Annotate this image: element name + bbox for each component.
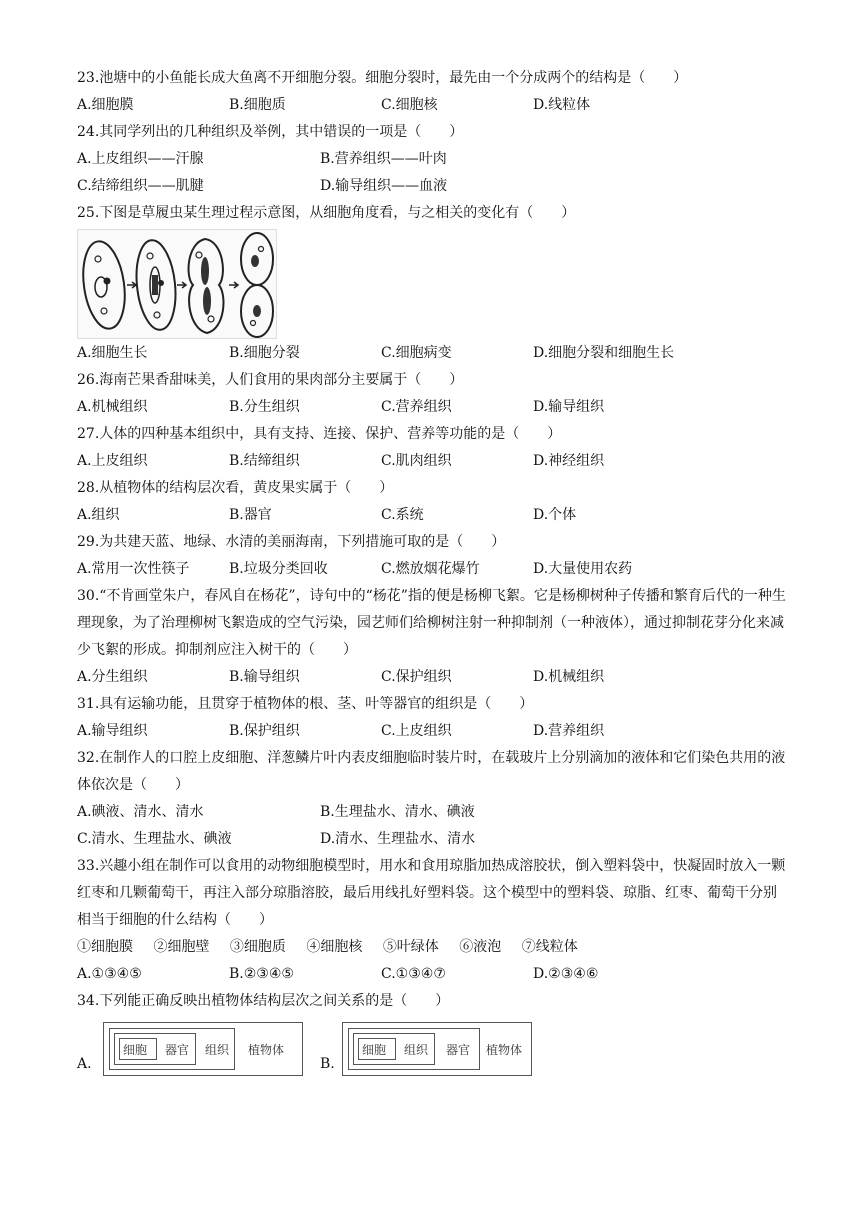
option-c[interactable]: C.燃放烟花爆竹	[381, 561, 480, 577]
option-a[interactable]: A.机械组织	[77, 399, 148, 415]
option-b[interactable]: B.②③④⑤	[229, 966, 294, 982]
option-b[interactable]: B.生理盐水、清水、碘液	[320, 804, 475, 820]
option-a[interactable]: A.碘液、清水、清水	[77, 804, 204, 820]
question-34-option-a[interactable]	[77, 1018, 317, 1080]
cell-text: 细胞	[362, 1043, 387, 1057]
option-a[interactable]: A.细胞膜	[77, 97, 134, 113]
option-b[interactable]: B.器官	[229, 507, 272, 523]
option-d[interactable]: D.大量使用农药	[533, 561, 633, 577]
option-d[interactable]: D.清水、生理盐水、清水	[320, 831, 476, 847]
option-a[interactable]: A.上皮组织	[77, 453, 148, 469]
option-d[interactable]: D.营养组织	[533, 723, 605, 739]
cell-text: 细胞	[123, 1043, 148, 1057]
question-34: 34.下列能正确反映出植物体结构层次之间关系的是（ ）	[77, 993, 450, 1009]
item-5: ⑤叶绿体	[382, 939, 439, 955]
option-d[interactable]: D.输导组织	[533, 399, 605, 415]
question-32-options-row1	[77, 799, 797, 825]
plant-body-text: 植物体	[486, 1043, 523, 1057]
option-b[interactable]: B.保护组织	[229, 723, 300, 739]
question-30: 30.“不肯画堂朱户，春风自在杨花”，诗句中的“杨花”指的便是杨柳飞絮。它是杨柳树种子传播和繁育后代的一种生理现象，为了治理柳树飞絮造成的空气污染，园艺师们给柳树注射一种抑制剂（一种液体），通过抑制花芽分化来减少飞絮的形成。抑制剂应注入树干的（ ）	[77, 588, 786, 658]
question-23: 23.池塘中的小鱼能长成大鱼离不开细胞分裂。细胞分裂时，最先由一个分成两个的结构是（ ）	[77, 70, 688, 86]
question-31: 31.具有运输功能，且贯穿于植物体的根、茎、叶等器官的组织是（ ）	[77, 696, 534, 712]
option-d[interactable]: D.机械组织	[533, 669, 605, 685]
question-25: 25.下图是草履虫某生理过程示意图，从细胞角度看，与之相关的变化有（ ）	[77, 205, 576, 221]
question-34-option-b[interactable]	[320, 1018, 560, 1080]
question-24: 24.其同学列出的几种组织及举例，其中错误的一项是（ ）	[77, 124, 464, 140]
option-a-label: A.	[77, 1056, 92, 1072]
option-b[interactable]: B.分生组织	[229, 399, 300, 415]
option-d[interactable]: D.个体	[533, 507, 577, 523]
option-b-label: B.	[320, 1056, 335, 1072]
question-24-options-row1	[77, 146, 797, 172]
option-d[interactable]: D.细胞分裂和细胞生长	[533, 345, 675, 361]
question-27: 27.人体的四种基本组织中，具有支持、连接、保护、营养等功能的是（ ）	[77, 426, 562, 442]
option-a[interactable]: A.组织	[77, 507, 120, 523]
question-31-options	[77, 718, 797, 744]
tissue-text: 组织	[205, 1043, 230, 1057]
option-a[interactable]: A.常用一次性筷子	[77, 561, 190, 577]
item-3: ③细胞质	[229, 939, 286, 955]
option-b[interactable]: B.结缔组织	[229, 453, 300, 469]
question-33-items	[77, 934, 594, 960]
item-2: ②细胞壁	[153, 939, 210, 955]
option-d[interactable]: D.②③④⑥	[533, 966, 599, 982]
question-24-options-row2	[77, 173, 797, 199]
question-33-options	[77, 961, 797, 987]
option-d[interactable]: D.线粒体	[533, 97, 591, 113]
option-c[interactable]: C.肌肉组织	[381, 453, 452, 469]
question-29-options	[77, 556, 797, 582]
option-b[interactable]: B.细胞质	[229, 97, 286, 113]
option-c[interactable]: C.清水、生理盐水、碘液	[77, 831, 232, 847]
tissue-text: 组织	[404, 1043, 429, 1057]
item-6: ⑥液泡	[459, 939, 502, 955]
option-c[interactable]: C.结缔组织——肌腱	[77, 178, 204, 194]
option-c[interactable]: C.保护组织	[381, 669, 452, 685]
item-1: ①细胞膜	[77, 939, 133, 955]
option-a[interactable]: A.上皮组织——汗腺	[77, 151, 204, 167]
question-28: 28.从植物体的结构层次看，黄皮果实属于（ ）	[77, 480, 394, 496]
organ-text: 器官	[446, 1043, 471, 1057]
question-27-options	[77, 448, 797, 474]
item-4: ④细胞核	[306, 939, 363, 955]
option-c[interactable]: C.细胞病变	[381, 345, 452, 361]
question-25-options	[77, 340, 797, 366]
option-a[interactable]: A.细胞生长	[77, 345, 148, 361]
option-d[interactable]: D.神经组织	[533, 453, 605, 469]
option-a[interactable]: A.输导组织	[77, 723, 148, 739]
question-26: 26.海南芒果香甜味美，人们食用的果肉部分主要属于（ ）	[77, 372, 464, 388]
option-c[interactable]: C.细胞核	[381, 97, 438, 113]
option-a[interactable]: A.分生组织	[77, 669, 148, 685]
question-32-options-row2	[77, 826, 797, 852]
option-b[interactable]: B.细胞分裂	[229, 345, 300, 361]
option-b[interactable]: B.垃圾分类回收	[229, 561, 328, 577]
question-30-options	[77, 664, 797, 690]
paramecium-division-figure	[77, 229, 277, 339]
organ-text: 器官	[165, 1043, 190, 1057]
question-28-options	[77, 502, 797, 528]
option-c[interactable]: C.上皮组织	[381, 723, 452, 739]
question-23-options	[77, 92, 797, 118]
question-26-options	[77, 394, 797, 420]
option-c[interactable]: C.系统	[381, 507, 424, 523]
question-29: 29.为共建天蓝、地绿、水清的美丽海南，下列措施可取的是（ ）	[77, 534, 506, 550]
option-c[interactable]: C.①③④⑦	[381, 966, 446, 982]
question-32: 32.在制作人的口腔上皮细胞、洋葱鳞片叶内表皮细胞临时装片时，在载玻片上分别滴加的液体和它们染色共用的液体依次是（ ）	[77, 750, 786, 793]
plant-body-text: 植物体	[248, 1043, 285, 1057]
item-7: ⑦线粒体	[521, 939, 578, 955]
option-a[interactable]: A.①③④⑤	[77, 966, 142, 982]
option-b[interactable]: B.输导组织	[229, 669, 300, 685]
question-33: 33.兴趣小组在制作可以食用的动物细胞模型时，用水和食用琼脂加热成溶胶状，倒入塑料袋中，快凝固时放入一颗红枣和几颗葡萄干，再注入部分琼脂溶胶，最后用线扎好塑料袋。这个模型中的塑料袋、琼脂、红枣、葡萄干分别相当于细胞的什么结构（ ）	[77, 858, 786, 928]
option-d[interactable]: D.输导组织——血液	[320, 178, 448, 194]
option-c[interactable]: C.营养组织	[381, 399, 452, 415]
option-b[interactable]: B.营养组织——叶肉	[320, 151, 447, 167]
